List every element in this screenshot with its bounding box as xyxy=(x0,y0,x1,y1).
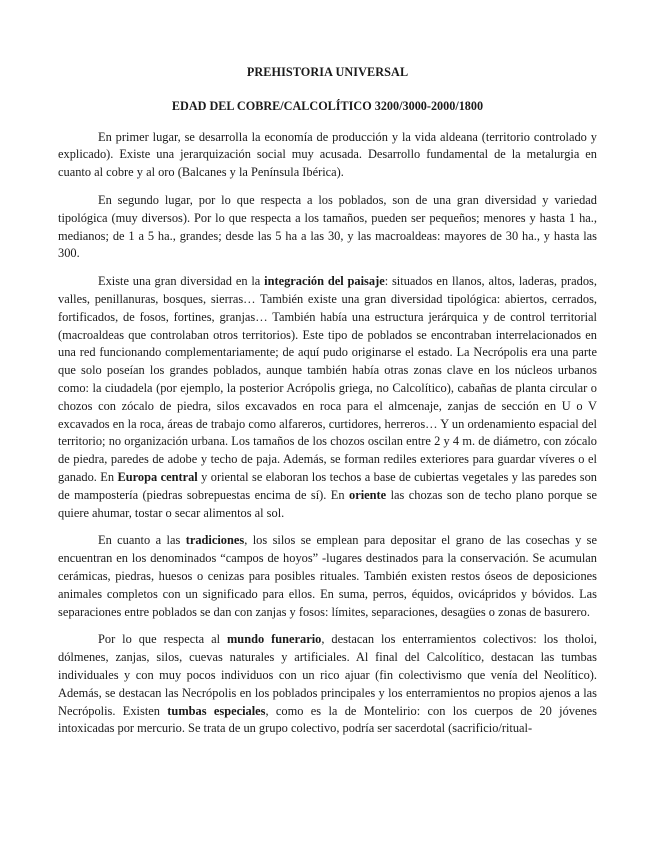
text-run: Existe una gran diversidad en la xyxy=(98,274,265,289)
paragraph-funerary xyxy=(58,631,597,738)
paragraph-settlements: En segundo lugar, por lo que respecta a los poblados, son de una gran diversidad y variedad tipológica (muy diversos). Por lo que respecta a los tamaños, pueden ser pequeños; menores y hasta 1 ha., medianos; de 1 a 5 ha., grandes; desde las 5 ha a las 30, y las macroaldeas: mayores de 30 ha., y hasta las 300. xyxy=(58,192,597,261)
text-run: las chozas son de techo plano porque se quiere ahumar, tostar o secar alimentos al sol. xyxy=(58,487,597,520)
bold-term: oriente xyxy=(349,487,387,502)
paragraph-landscape xyxy=(58,273,597,522)
bold-term: integración del paisaje xyxy=(264,274,385,289)
bold-term: Europa central xyxy=(117,469,198,484)
bold-term: mundo funerario xyxy=(226,632,322,647)
paragraph-economy: En primer lugar, se desarrolla la economía de producción y la vida aldeana (territorio controlado y explicado). Existe una jerarquización social muy acusada. Desarrollo fundamental de la metalurgia en cuanto al cobre y al oro (Balcanes y la Península Ibérica). xyxy=(58,129,597,180)
text-run: y oriental se elaboran los techos a base de cubiertas vegetales y las paredes son de mampostería (piedras sobrepuestas encima de sí). En xyxy=(58,469,598,502)
text-run: , destacan los enterramientos colectivos: los tholoi, dólmenes, zanjas, silos, cuevas naturales y artificiales. Al final del Calcolítico, destacan las tumbas individuales y con muy pocos individuos con un rico ajuar (fin colectivismo que venía del Neolítico). Además, se destacan las Necrópolis en los poblados principales y los enterramientos no propios ajenos a las Necrópolis. Existen xyxy=(58,632,597,718)
paragraph-traditions xyxy=(58,532,597,621)
text-run: Por lo que respecta al xyxy=(98,632,227,647)
text-run: , los silos se emplean para depositar el grano de las cosechas y se encuentran en los denominados “campos de hoyos” -lugares destinados para la conservación. Se acumulan cerámicas, piedras, huesos o cenizas para posibles rituales. También existen restos óseos de deposiciones animales completos con un significado para ellos. En suma, perros, équidos, ovicápridos y bóvidos. Las separaciones entre poblados se dan con zanjas y fosos: límites, separaciones, desagües o zonas de basurero. xyxy=(58,533,598,619)
document-subtitle: EDAD DEL COBRE/CALCOLÍTICO 3200/3000-2000/1800 xyxy=(171,98,484,113)
document-title: PREHISTORIA UNIVERSAL xyxy=(246,65,409,79)
text-run: , como es la de Montelirio: con los cuerpos de 20 jóvenes intoxicadas por mercurio. Se trata de un grupo colectivo, podría ser sacerdotal (sacrificio/ritual- xyxy=(58,703,597,736)
text-run: En cuanto a las xyxy=(98,533,186,548)
text-run: : situados en llanos, altos, laderas, prados, valles, penillanuras, bosques, sierras… También existe una gran diversidad tipológica: abiertos, cerrados, fortificados, de fosos, fortines, granjas… También había una estructura jerárquica y de control territorial (macroaldeas que controlaban otros territorios). Este tipo de poblados se encontraban interrelacionados en una red funcionando complementariamente; de aquí pudo originarse el estado. La Necrópolis era una parte que solo poseían los grandes poblados, aunque también había otras zonas clave en los núcleos urbanos como: la ciudadela (por ejemplo, la posterior Acrópolis griega, no Calcolítico), cabañas de planta circular o chozos con zócalo de piedra, silos excavados en roca para el almcenaje, zanjas de sección en U o V excavados en la roca, áreas de trabajo como alfareros, curtidores, herreros… Y un ordenamiento espacial del territorio; no organización urbana. Los tamaños de los chozos oscilan entre 2 y 4 m. de diámetro, con zócalo de piedra, paredes de adobe y techo de paja. Además, se forman rediles exteriores para guardar víveres o el ganado. En xyxy=(58,274,597,484)
bold-term: tradiciones xyxy=(185,533,245,548)
bold-term: tumbas especiales xyxy=(167,703,266,718)
